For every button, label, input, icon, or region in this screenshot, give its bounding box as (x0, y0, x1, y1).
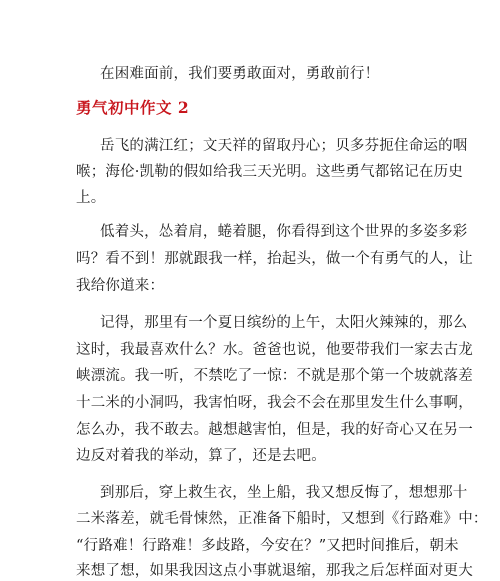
paragraph-4-line-3: “行路难！行路难！多歧路，今安在？”又把时间推后，朝未 (76, 538, 459, 554)
paragraph-3-line-1: 记得，那里有一个夏日缤纷的上午，太阳火辣辣的，那么 (100, 315, 468, 331)
paragraph-2-line-2: 吗？看不到！那就跟我一样，抬起头，做一个有勇气的人，让 (76, 251, 473, 267)
paragraph-1-line-2: 喉；海伦·凯勒的假如给我三天光明。这些勇气都铭记在历史 (76, 164, 464, 180)
paragraph-3-line-4: 十二米的小洞吗，我害怕呀，我会不会在那里发生什么事啊， (76, 395, 473, 411)
paragraph-3-line-3: 峡漂流。我一听，不禁吃了一惊：不就是那个第一个坡就落差 (76, 368, 473, 384)
paragraph-3-line-6: 边反对着我的举动，算了，还是去吧。 (76, 448, 326, 464)
intro-line: 在困难面前，我们要勇敢面对，勇敢前行！ (100, 66, 380, 82)
paragraph-4-line-4: 来想了想，如果我因这点小事就退缩，那我之后怎样面对更大 (76, 563, 473, 579)
paragraph-2-line-3: 我给你道来： (76, 278, 165, 294)
paragraph-1-line-1: 岳飞的满江红；文天祥的留取丹心；贝多芬扼住命运的咽 (100, 138, 468, 154)
paragraph-3-line-5: 怎么办，我不敢去。越想越害怕，但是，我的好奇心又在另一 (76, 422, 473, 438)
paragraph-1-line-3: 上。 (76, 190, 106, 206)
paragraph-2-line-1: 低着头，怂着肩，蜷着腿，你看得到这个世界的多姿多彩 (100, 224, 468, 240)
paragraph-4-line-2: 二米落差，就毛骨悚然，正准备下船时，又想到《行路难》中： (76, 511, 488, 527)
paragraph-4-line-1: 到那后，穿上救生衣，坐上船，我又想反悔了，想想那十 (100, 485, 468, 501)
paragraph-3-line-2: 这时，我最喜欢什么？水。爸爸也说，他要带我们一家去古龙 (76, 342, 473, 358)
section-heading: 勇气初中作文 2 (76, 98, 190, 117)
